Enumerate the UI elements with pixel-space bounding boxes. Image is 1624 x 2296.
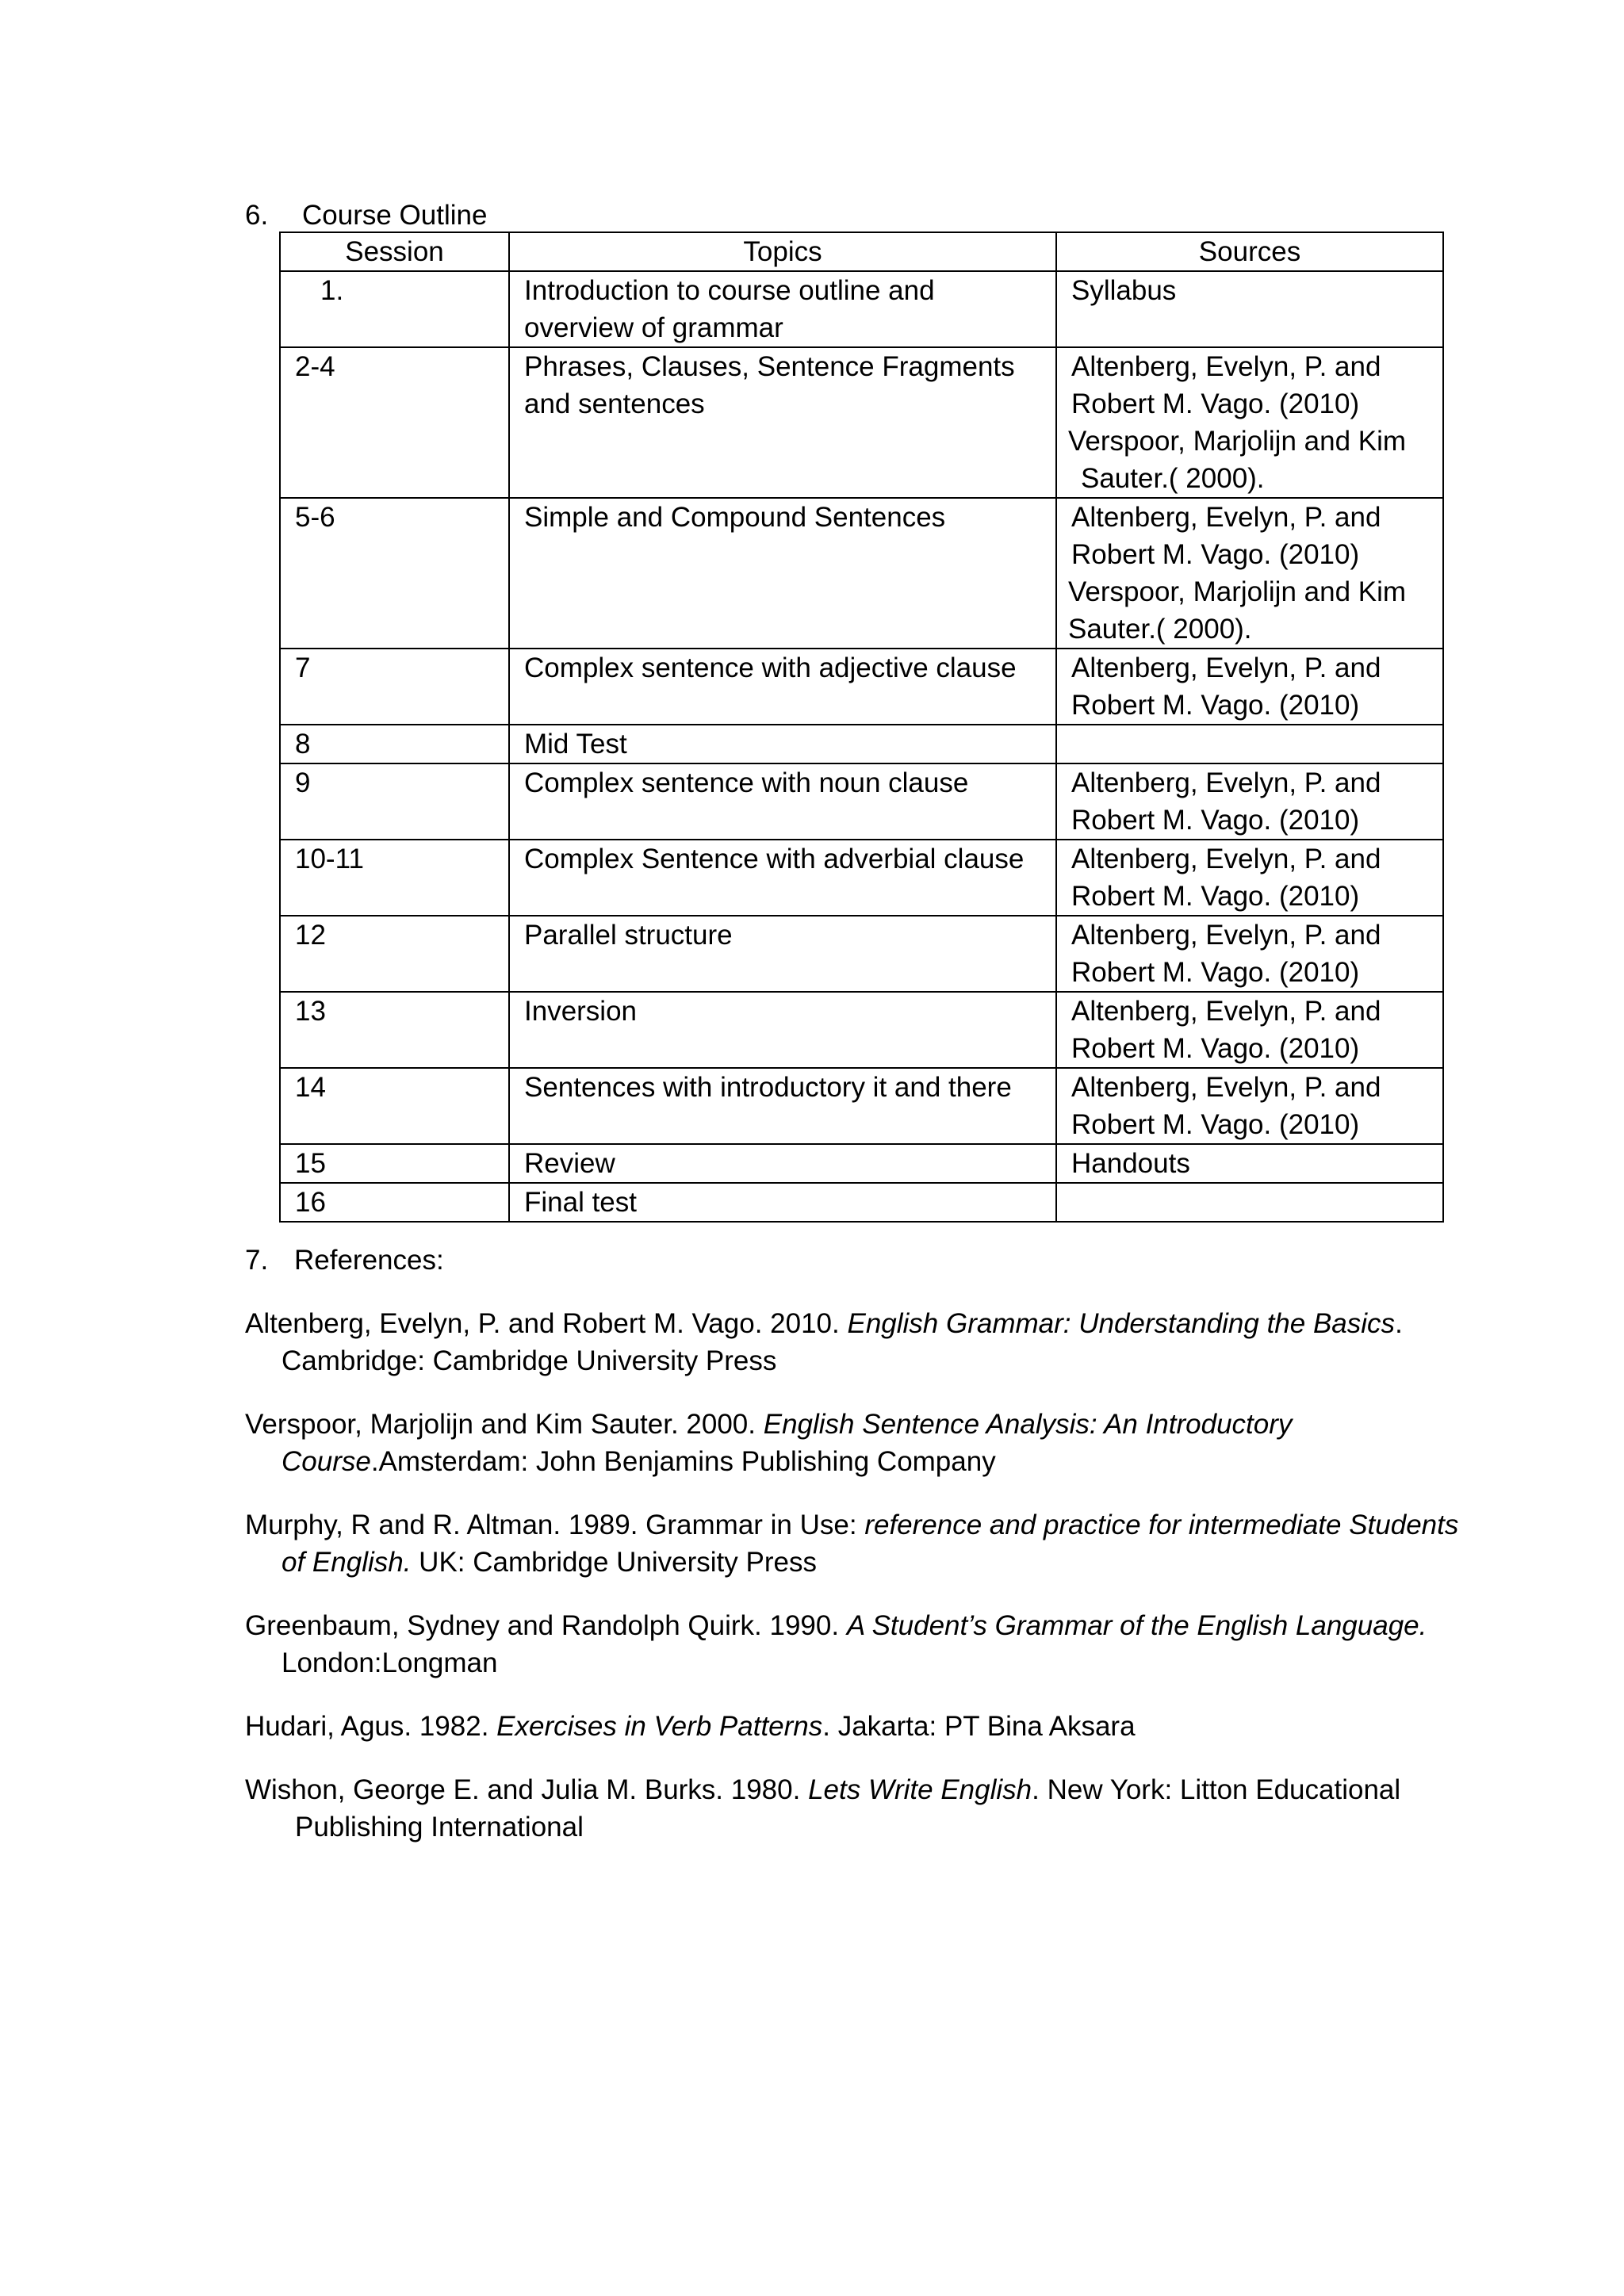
reference-entry <box>245 1708 1482 1745</box>
sources-cell <box>1056 992 1443 1068</box>
reference-publisher: . Jakarta: PT Bina Aksara <box>822 1711 1136 1742</box>
section-number: 6. <box>245 200 269 231</box>
sources-cell <box>1056 725 1443 763</box>
sources-cell <box>1056 1183 1443 1222</box>
session-cell: 10-11 <box>280 840 509 916</box>
session-cell: 7 <box>280 649 509 725</box>
section-title: Course Outline <box>302 200 488 231</box>
source-line: Sauter.( 2000). <box>1081 463 1265 494</box>
source-line: Altenberg, Evelyn, P. and <box>1071 351 1381 382</box>
topic-cell: Review <box>509 1144 1056 1183</box>
source-line: Altenberg, Evelyn, P. and <box>1071 502 1381 533</box>
section-number: 7. <box>245 1245 269 1276</box>
sources-cell <box>1056 271 1443 347</box>
table-row <box>280 1068 1443 1144</box>
source-line: Robert M. Vago. (2010) <box>1071 690 1360 721</box>
reference-publisher: London:Longman <box>282 1647 498 1678</box>
section-title: References: <box>294 1245 444 1276</box>
reference-title: Lets Write English <box>808 1774 1032 1805</box>
references-heading <box>245 1242 444 1279</box>
topic-cell: Sentences with introductory it and there <box>509 1068 1056 1144</box>
references-list <box>245 1305 1482 1872</box>
header-topics: Topics <box>509 232 1056 271</box>
source-line: Robert M. Vago. (2010) <box>1071 539 1360 570</box>
session-cell: 8 <box>280 725 509 763</box>
source-line: Altenberg, Evelyn, P. and <box>1071 767 1381 798</box>
topic-cell: Parallel structure <box>509 916 1056 992</box>
source-line: Robert M. Vago. (2010) <box>1071 388 1360 419</box>
reference-title: English Sentence Analysis: An Introductory Course <box>282 1409 1293 1477</box>
topic-cell: Introduction to course outline and overview of grammar <box>509 271 1056 347</box>
source-line: Robert M. Vago. (2010) <box>1071 805 1360 836</box>
reference-publisher: .Amsterdam: John Benjamins Publishing Company <box>370 1446 996 1477</box>
topic-cell: Simple and Compound Sentences <box>509 498 1056 649</box>
reference-entry <box>245 1771 1482 1846</box>
table-row <box>280 992 1443 1068</box>
session-cell: 9 <box>280 763 509 840</box>
source-line: Altenberg, Evelyn, P. and <box>1071 844 1381 874</box>
topic-cell: Complex Sentence with adverbial clause <box>509 840 1056 916</box>
reference-title: reference and practice for intermediate Students of English. <box>282 1510 1459 1578</box>
source-line: Handouts <box>1071 1148 1190 1179</box>
table-row <box>280 763 1443 840</box>
session-cell: 1. <box>280 271 509 347</box>
reference-publisher: . Cambridge: Cambridge University Press <box>282 1308 1403 1376</box>
sources-cell <box>1056 1068 1443 1144</box>
table-row <box>280 1183 1443 1222</box>
sources-cell <box>1056 1144 1443 1183</box>
sources-cell <box>1056 649 1443 725</box>
sources-cell <box>1056 763 1443 840</box>
reference-text: Verspoor, Marjolijn and Kim Sauter. 2000. <box>245 1409 764 1440</box>
reference-text: Wishon, George E. and Julia M. Burks. 1980. <box>245 1774 809 1805</box>
header-sources: Sources <box>1056 232 1443 271</box>
source-line: Robert M. Vago. (2010) <box>1071 881 1360 912</box>
course-outline-heading <box>245 197 487 234</box>
reference-title: Exercises in Verb Patterns <box>496 1711 823 1742</box>
table-body <box>280 271 1443 1222</box>
session-cell: 16 <box>280 1183 509 1222</box>
session-cell: 2-4 <box>280 347 509 498</box>
reference-entry <box>245 1406 1482 1480</box>
topic-cell: Phrases, Clauses, Sentence Fragments and sentences <box>509 347 1056 498</box>
session-cell: 12 <box>280 916 509 992</box>
source-line: Verspoor, Marjolijn and Kim <box>1068 426 1407 457</box>
reference-title: A Student’s Grammar of the English Language. <box>846 1610 1427 1641</box>
session-cell: 15 <box>280 1144 509 1183</box>
table-header-row <box>280 232 1443 271</box>
topic-cell: Complex sentence with adjective clause <box>509 649 1056 725</box>
reference-publisher: . New York: Litton Educational Publishing International <box>295 1774 1401 1843</box>
topic-cell: Final test <box>509 1183 1056 1222</box>
topic-cell: Mid Test <box>509 725 1056 763</box>
source-line: Altenberg, Evelyn, P. and <box>1071 1072 1381 1103</box>
course-outline-table <box>279 232 1444 1223</box>
table-row <box>280 649 1443 725</box>
table-row <box>280 840 1443 916</box>
table-row <box>280 347 1443 498</box>
topic-cell: Complex sentence with noun clause <box>509 763 1056 840</box>
source-line: Robert M. Vago. (2010) <box>1071 1033 1360 1064</box>
source-line: Robert M. Vago. (2010) <box>1071 957 1360 988</box>
reference-publisher: UK: Cambridge University Press <box>411 1547 817 1578</box>
table-row <box>280 498 1443 649</box>
reference-text: Hudari, Agus. 1982. <box>245 1711 497 1742</box>
reference-entry <box>245 1305 1482 1380</box>
sources-cell <box>1056 498 1443 649</box>
source-line: Verspoor, Marjolijn and Kim <box>1068 576 1407 607</box>
table-row <box>280 1144 1443 1183</box>
source-line: Altenberg, Evelyn, P. and <box>1071 996 1381 1027</box>
table-row <box>280 725 1443 763</box>
source-line: Sauter.( 2000). <box>1068 614 1252 645</box>
reference-entry <box>245 1506 1482 1581</box>
table-row <box>280 271 1443 347</box>
source-line: Syllabus <box>1071 275 1177 306</box>
session-cell: 13 <box>280 992 509 1068</box>
reference-entry <box>245 1607 1482 1682</box>
session-cell: 5-6 <box>280 498 509 649</box>
topic-cell: Inversion <box>509 992 1056 1068</box>
reference-text: Greenbaum, Sydney and Randolph Quirk. 1990. <box>245 1610 847 1641</box>
sources-cell <box>1056 916 1443 992</box>
reference-title: English Grammar: Understanding the Basics <box>847 1308 1396 1339</box>
sources-cell <box>1056 347 1443 498</box>
reference-text: Murphy, R and R. Altman. 1989. Grammar in Use: <box>245 1510 865 1540</box>
header-session: Session <box>280 232 509 271</box>
source-line: Robert M. Vago. (2010) <box>1071 1109 1360 1140</box>
reference-text: Altenberg, Evelyn, P. and Robert M. Vago. 2010. <box>245 1308 848 1339</box>
sources-cell <box>1056 840 1443 916</box>
source-line: Altenberg, Evelyn, P. and <box>1071 920 1381 951</box>
source-line: Altenberg, Evelyn, P. and <box>1071 652 1381 683</box>
table-row <box>280 916 1443 992</box>
session-cell: 14 <box>280 1068 509 1144</box>
